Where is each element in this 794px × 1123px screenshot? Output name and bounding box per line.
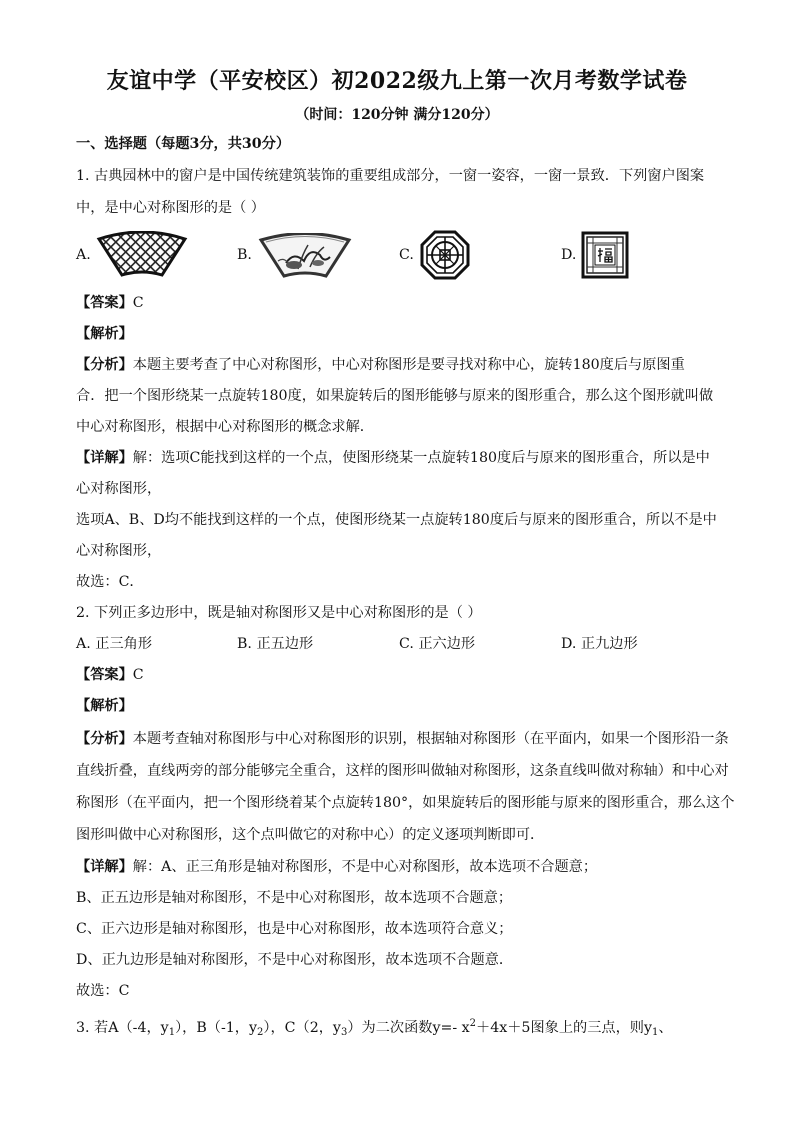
- q1-fenxi-line3: 中心对称图形，根据中心对称图形的概念求解．: [76, 419, 374, 435]
- answer-tag: 【答案】: [76, 667, 133, 683]
- q1-detail-line2: 心对称图形，: [76, 481, 162, 497]
- q2-fenxi-line2: 直线折叠，直线两旁的部分能够完全重合，这样的图形叫做轴对称图形，这条直线叫做对称轴）和中心对: [76, 763, 729, 779]
- q3-stem: [76, 1014, 726, 1043]
- q2-fenxi-line1: [76, 729, 729, 749]
- q1-option-a-label: A.: [76, 247, 91, 263]
- q2-analysis-tag: 【解析】: [76, 698, 133, 714]
- page-subtitle: （时间：120分钟 满分120分）: [295, 107, 499, 123]
- q3-sub: 3: [340, 1027, 348, 1038]
- fenxi-tag: 【分析】: [76, 357, 133, 373]
- q3-sub: 1: [651, 1027, 659, 1038]
- answer-value: C: [132, 667, 144, 683]
- fenxi-text: 本题主要考查了中心对称图形，中心对称图形是要寻找对称中心，旋转180度后与原图重: [132, 357, 685, 373]
- q1-detail-line5: 故选：C．: [76, 574, 144, 590]
- q1-analysis-tag: 【解析】: [76, 326, 133, 342]
- q3-sub: 1: [168, 1027, 176, 1038]
- detail-text: 解：A、正三角形是轴对称图形，不是中心对称图形，故本选项不合题意；: [132, 859, 598, 875]
- q2-detail-line5: 故选：C: [76, 983, 130, 999]
- q2-option-d: D. 正九边形: [561, 636, 638, 652]
- fan-lattice-window-icon: [96, 231, 188, 279]
- q3-part: ），B（-1，y: [175, 1020, 257, 1036]
- q2-option-a: A. 正三角形: [76, 636, 153, 652]
- q1-option-c-label: C.: [399, 247, 414, 263]
- section-heading: 一、选择题（每题3分，共30分）: [76, 136, 291, 152]
- answer-tag: 【答案】: [76, 295, 133, 311]
- q1-detail-line3: 选项A、B、D均不能找到这样的一个点，使图形绕某一点旋转180度后与原来的图形重合，所以不是中: [76, 512, 717, 528]
- q2-option-b: B. 正五边形: [237, 636, 314, 652]
- q2-detail-line1: [76, 857, 726, 877]
- q1-answer: [76, 293, 726, 313]
- q2-answer: [76, 665, 726, 685]
- q3-part: ）为二次函数y=- x: [347, 1020, 470, 1036]
- square-blessing-window-icon: [581, 231, 629, 279]
- q1-option-b-label: B.: [237, 247, 252, 263]
- q2-stem: 2. 下列正多边形中，既是轴对称图形又是中心对称图形的是（ ）: [76, 605, 482, 621]
- q1-fenxi-line2: 合．把一个图形绕某一点旋转180度，如果旋转后的图形能够与原来的图形重合，那么这个图形就叫做: [76, 388, 714, 404]
- q1-option-d-label: D.: [561, 247, 577, 263]
- answer-value: C: [132, 295, 144, 311]
- fenxi-tag: 【分析】: [76, 731, 133, 747]
- q1-stem-line1: 1. 古典园林中的窗户是中国传统建筑装饰的重要组成部分，一窗一姿容，一窗一景致．下列窗户图案: [76, 168, 705, 184]
- q2-option-c: C. 正六边形: [399, 636, 476, 652]
- q1-stem-line2: 中，是中心对称图形的是（ ）: [76, 200, 265, 216]
- q3-part: ＋4x＋5图象上的三点，则y: [476, 1020, 652, 1036]
- q2-fenxi-line3: 称图形（在平面内，把一个图形绕着某个点旋转180°，如果旋转后的图形能与原来的图形重合，那么这个: [76, 795, 735, 811]
- q2-detail-line3: C、正六边形是轴对称图形，也是中心对称图形，故本选项符合意义；: [76, 921, 513, 937]
- fenxi-text: 本题考查轴对称图形与中心对称图形的识别，根据轴对称图形（在平面内，如果一个图形沿一条: [132, 731, 729, 747]
- q3-part: ），C（2，y: [263, 1020, 341, 1036]
- q1-fenxi-line1: [76, 355, 726, 375]
- q1-detail-line1: [76, 448, 726, 468]
- q3-sup: 2: [469, 1018, 477, 1029]
- detail-tag: 【详解】: [76, 859, 133, 875]
- octagon-lattice-window-icon: [420, 230, 470, 280]
- q3-part: 、: [658, 1020, 673, 1036]
- q3-sub: 2: [257, 1027, 264, 1038]
- q2-fenxi-line4: 图形叫做中心对称图形，这个点叫做它的对称中心）的定义逐项判断即可．: [76, 827, 545, 843]
- fan-painting-window-icon: [258, 233, 352, 279]
- detail-text: 解：选项C能找到这样的一个点，使图形绕某一点旋转180度后与原来的图形重合，所以是中: [132, 450, 710, 466]
- q1-detail-line4: 心对称图形，: [76, 543, 162, 559]
- detail-tag: 【详解】: [76, 450, 133, 466]
- q2-detail-line2: B、正五边形是轴对称图形，不是中心对称图形，故本选项不合题意；: [76, 890, 513, 906]
- q3-part: 3. 若A（-4，y: [76, 1020, 169, 1036]
- page-title: 友谊中学（平安校区）初2022级九上第一次月考数学试卷: [106, 68, 688, 94]
- q2-detail-line4: D、正九边形是轴对称图形，不是中心对称图形，故本选项不合题意．: [76, 952, 514, 968]
